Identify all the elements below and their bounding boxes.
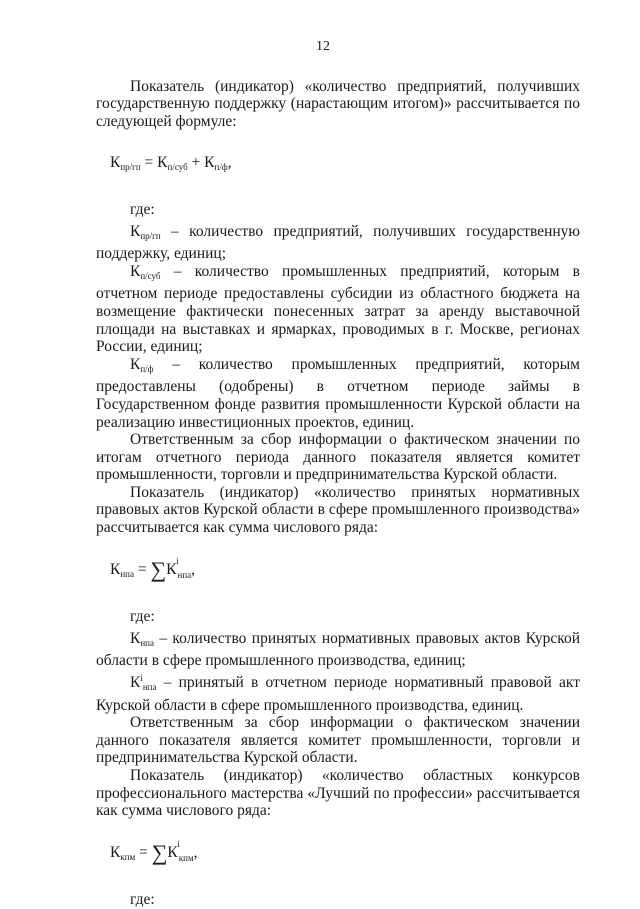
definition-k-i-npa: $К^i_{нпа}$ – принятый в отчетном периоде нормативный правовой акт Курской области в сфере промышленного производства, единиц.	[96, 673, 580, 714]
definition-k-pr-gp: $К_{пр/гп}$ – количество предприятий, получивших государственную поддержку, единиц;	[96, 222, 580, 263]
where-label-3: где:	[130, 891, 155, 909]
page-number: 12	[316, 39, 330, 54]
definition-k-p-f: $К_{п/ф}$ – количество промышленных предприятий, которым предоставлены (одобрены) в отчетном периоде займы в Государственном фонде развития промышленности Курской области на реализацию инвестиционных проектов, единиц.	[96, 355, 580, 431]
paragraph-indicator-3: Показатель (индикатор) «количество областных конкурсов профессионального мастерства «Лучший по профессии» рассчитывается как сумма числового ряда:	[96, 767, 580, 820]
definition-k-p-sub: $К_{п/суб}$ – количество промышленных предприятий, которым в отчетном периоде предоставлены субсидии из областного бюджета на возмещение фактически понесенных затрат за аренду выставочной площади на выставках и ярмарках, проводимых в г. Москве, регионах России, единиц;	[96, 262, 580, 356]
paragraph-indicator-2: Показатель (индикатор) «количество принятых нормативных правовых актов Курской области в сфере промышленного производства» рассчитывается как сумма числового ряда:	[96, 483, 580, 537]
paragraph-indicator-1: Показатель (индикатор) «количество предприятий, получивших государственную поддержку (нарастающим итогом)» рассчитывается по следующей формуле:	[96, 77, 580, 130]
formula-3: $К_{кпм} = \sum К$ i $_{кпм}$,	[110, 838, 198, 865]
responsible-paragraph-1: Ответственным за сбор информации о фактическом значении по итогам отчетного периода данного показателя является комитет промышленности, торговли и предпринимательства Курской области.	[96, 431, 580, 484]
responsible-paragraph-2: Ответственным за сбор информации о фактическом значении данного показателя является комитет промышленности, торговли и предпринимательства Курской области.	[96, 714, 580, 767]
where-label-1: где:	[130, 200, 155, 218]
where-label-2: где:	[130, 608, 155, 626]
formula-1: $К_{пр/гп} = К_{п/суб} + К_{п/ф}$,	[110, 154, 232, 173]
definition-k-npa: $К_{нпа}$ – количество принятых нормативных правовых актов Курской области в сфере промышленного производства, единиц;	[96, 629, 580, 670]
formula-2: $К_{нпа} = \sum К$ i $_{нпа}$,	[110, 555, 196, 582]
